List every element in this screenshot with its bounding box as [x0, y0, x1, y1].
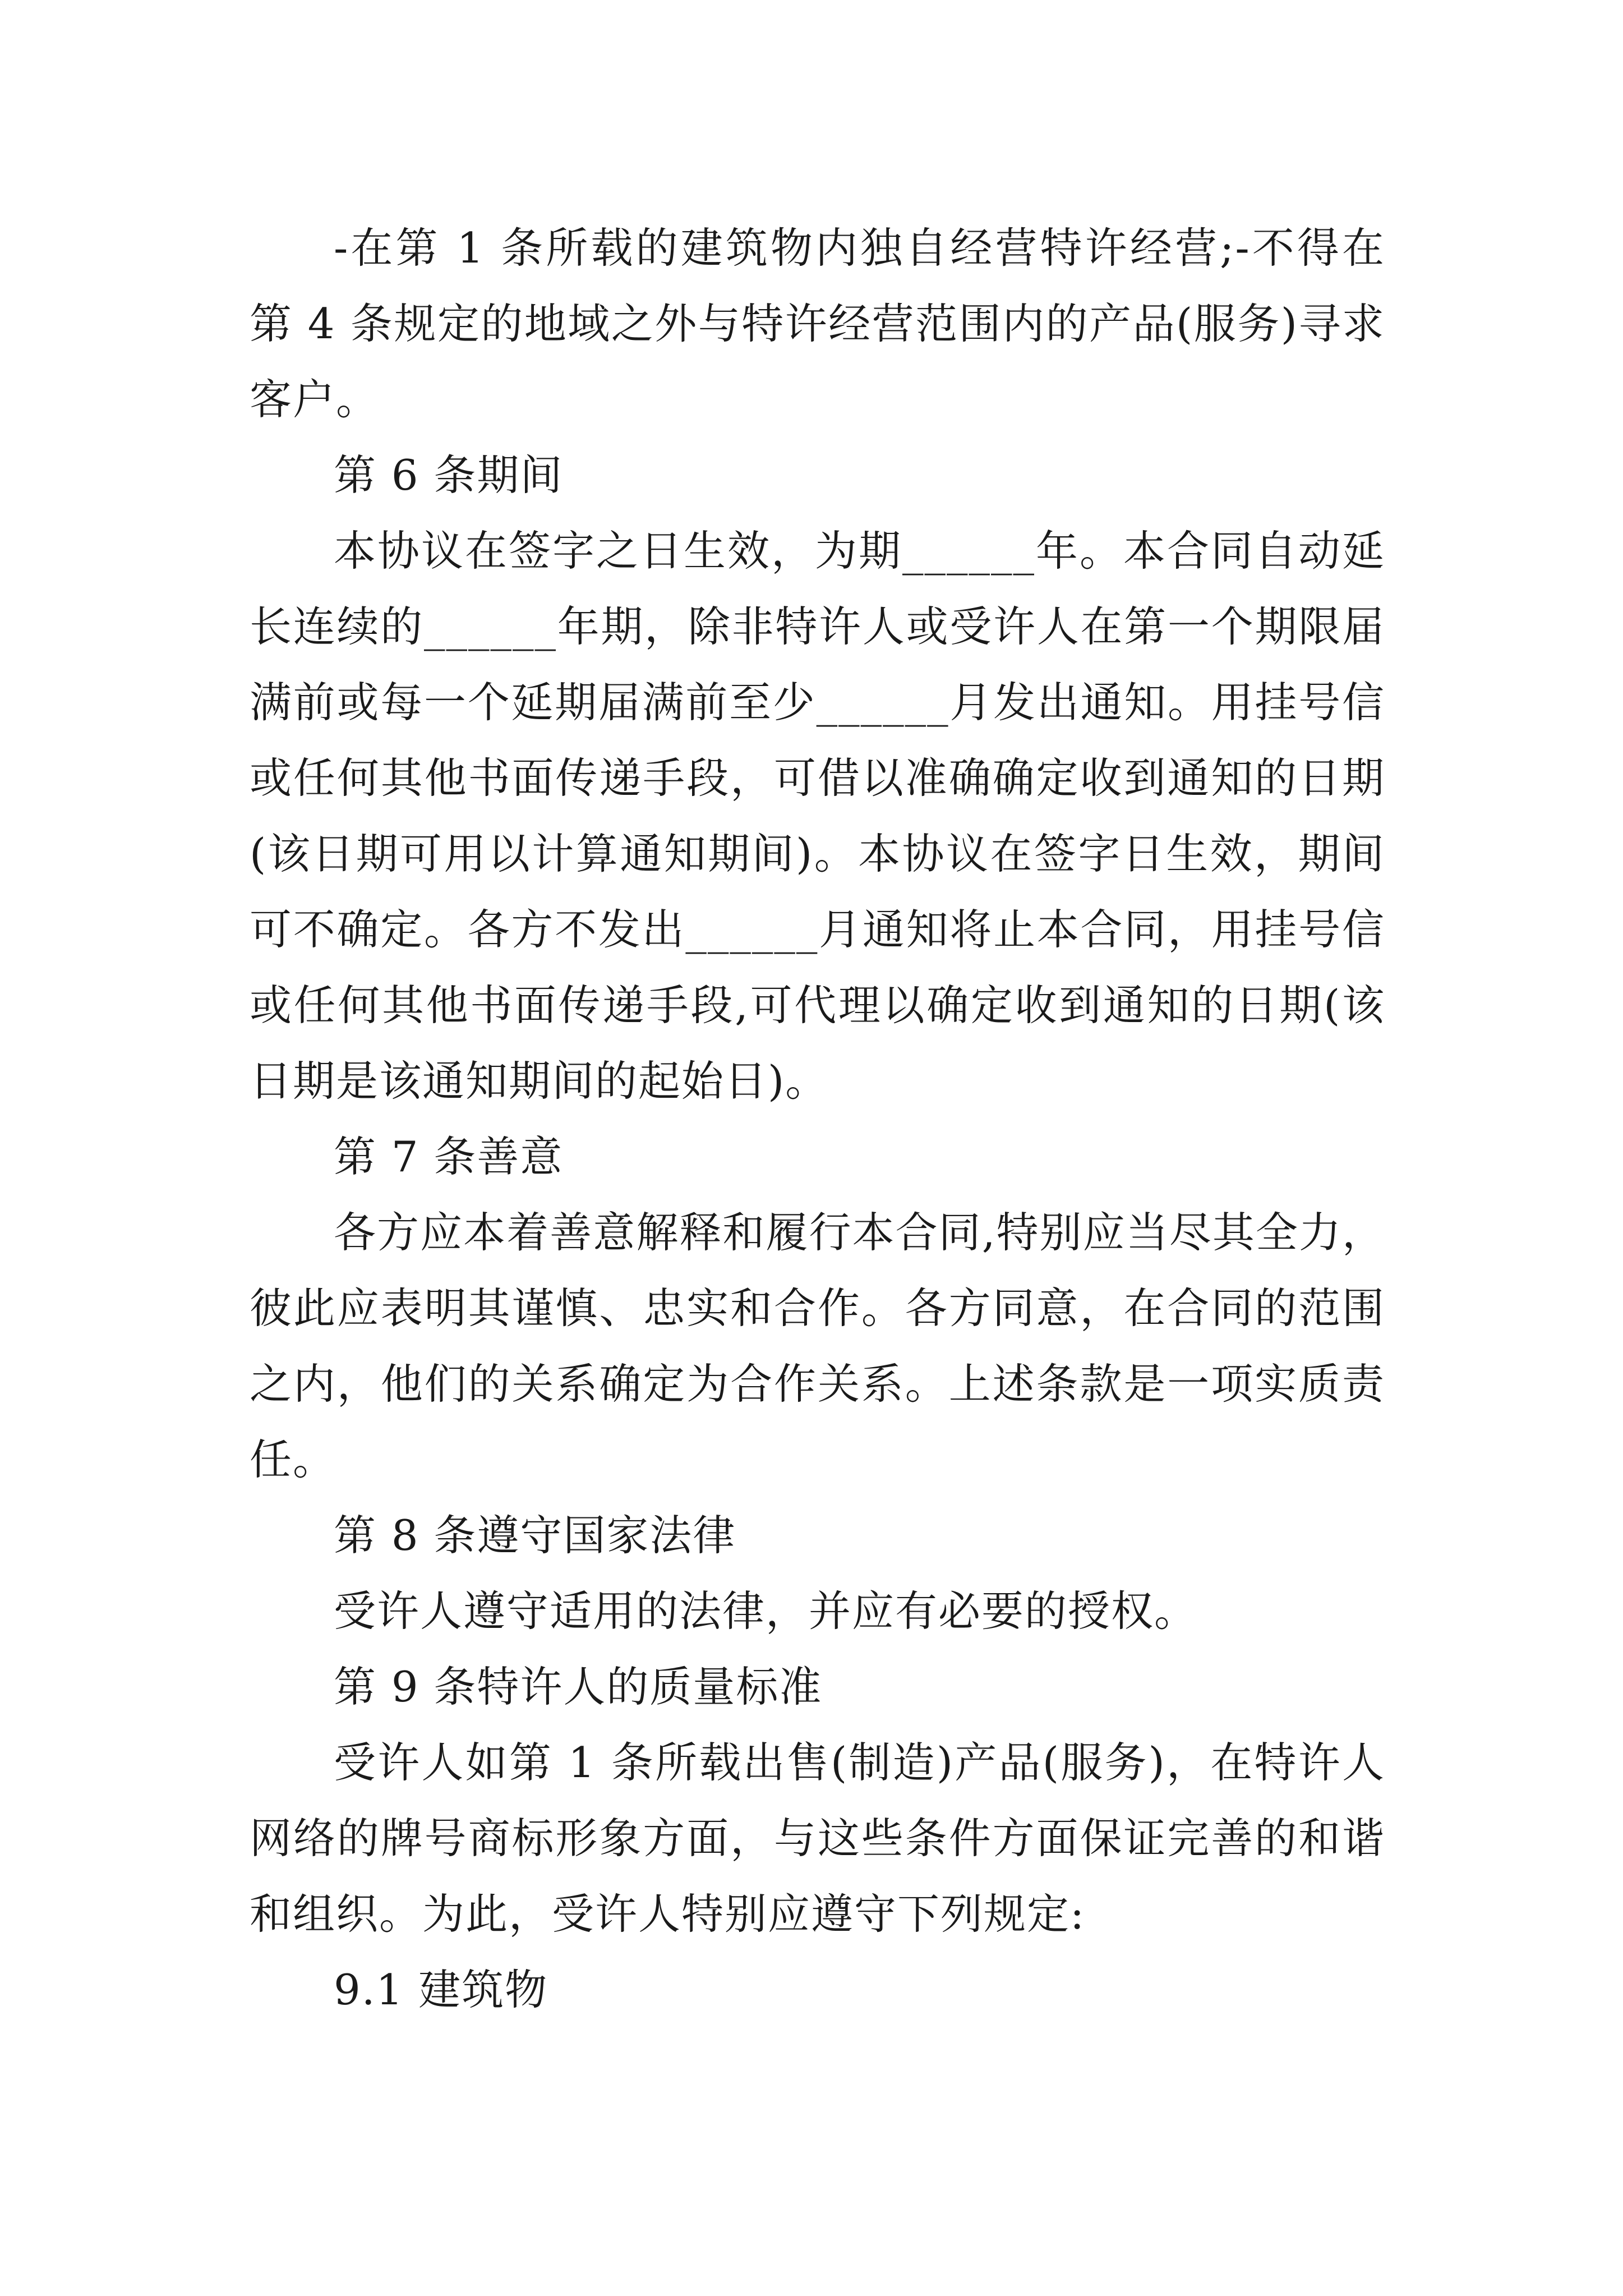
paragraph-term: 本协议在签字之日生效，为期______年。本合同自动延长连续的______年期，除非特许人或受许人在第一个期限届满前或每一个延期届满前至少______月发出通知。用挂号信或任何其他书面传递手段，可借以准确确定收到通知的日期(该日期可用以计算通知期间)。本协议在签字日生效，期间可不确定。各方不发出______月通知将止本合同，用挂号信或任何其他书面传递手段,可代理以确定收到通知的日期(该日期是该通知期间的起始日)。 [250, 526, 1385, 1106]
heading-article-8: 第 8 条遵守国家法律 [334, 1511, 736, 1560]
heading-article-7: 第 7 条善意 [334, 1132, 564, 1181]
heading-article-6: 第 6 条期间 [334, 450, 564, 500]
heading-section-9-1: 9.1 建筑物 [334, 1965, 548, 2014]
paragraph-exclusive-operation: -在第 1 条所载的建筑物内独自经营特许经营;-不得在第 4 条规定的地域之外与特许经营范围内的产品(服务)寻求客户。 [250, 223, 1385, 424]
paragraph-national-law: 受许人遵守适用的法律，并应有必要的授权。 [334, 1586, 1198, 1636]
heading-article-9: 第 9 条特许人的质量标准 [334, 1662, 823, 1711]
document-body [250, 210, 1385, 2028]
paragraph-quality-standards: 受许人如第 1 条所载出售(制造)产品(服务)，在特许人网络的牌号商标形象方面，与这些条件方面保证完善的和谐和组织。为此，受许人特别应遵守下列规定: [250, 1738, 1385, 1939]
paragraph-good-faith: 各方应本着善意解释和履行本合同,特别应当尽其全力，彼此应表明其谨慎、忠实和合作。各方同意，在合同的范围之内，他们的关系确定为合作关系。上述条款是一项实质责任。 [250, 1208, 1385, 1484]
